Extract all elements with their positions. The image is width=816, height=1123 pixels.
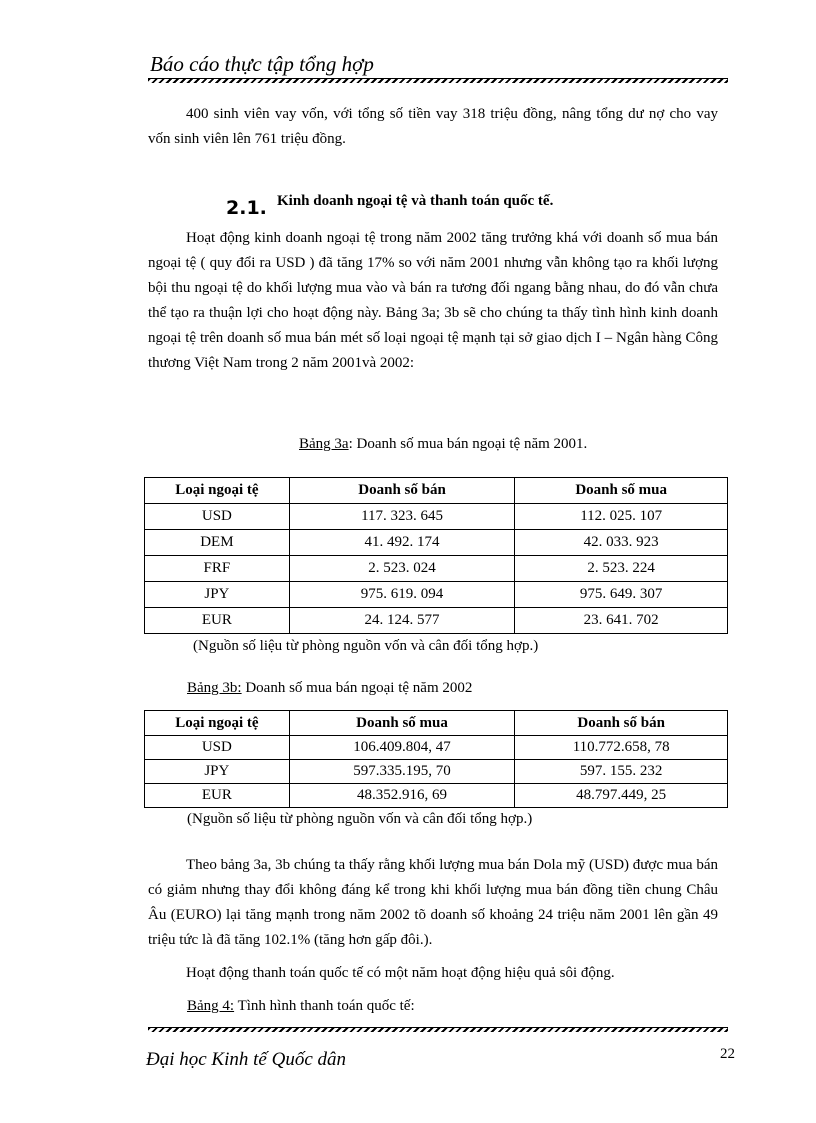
table-row (145, 736, 728, 760)
intro-paragraph (148, 102, 718, 152)
table-cell: 106.409.804, 47 (289, 736, 515, 760)
footer-divider (148, 1027, 728, 1032)
table-header-cell: Loại ngoại tệ (145, 711, 290, 736)
table-row (145, 582, 728, 608)
header-divider (148, 78, 728, 83)
table-cell: 42. 033. 923 (515, 530, 728, 556)
table-cell: JPY (145, 760, 290, 784)
table-cell: 110.772.658, 78 (515, 736, 728, 760)
table-row (145, 784, 728, 808)
section-paragraph (148, 226, 718, 376)
table-cell: 48.352.916, 69 (289, 784, 515, 808)
table-header-cell: Doanh số mua (515, 478, 728, 504)
table-3b-caption-label: Bảng 3b: (187, 680, 242, 696)
page-number: 22 (720, 1046, 735, 1062)
table-cell: 975. 649. 307 (515, 582, 728, 608)
table-header-row (145, 478, 728, 504)
table-row (145, 760, 728, 784)
table-header-row (145, 711, 728, 736)
analysis-paragraph-text: Theo bảng 3a, 3b chúng ta thấy rằng khối lượng mua bán Dola mỹ (USD) được mua bán có giảm nhưng thay đổi không đáng kể trong khi khối lượng mua bán đồng tiền chung Châu Âu (EURO) lại tăng mạnh trong năm 2002 tõ doanh số khoảng 24 triệu năm 2001 lên gần 49 triệu tức là đã tăng 102.1% (tăng hơn gấp đôi.). (148, 857, 719, 948)
footer-title: Đại học Kinh tế Quốc dân (146, 1049, 347, 1070)
table-3a-caption-label: Bảng 3a (299, 436, 349, 452)
table-4-caption-text: Tình hình thanh toán quốc tế: (234, 998, 415, 1014)
table-cell: 41. 492. 174 (289, 530, 515, 556)
table-row (145, 556, 728, 582)
section-title: Kinh doanh ngoại tệ và thanh toán quốc tế. (277, 193, 554, 209)
table-cell: 2. 523. 024 (289, 556, 515, 582)
table-cell: JPY (145, 582, 290, 608)
table-cell: EUR (145, 608, 290, 634)
payment-paragraph-text: Hoạt động thanh toán quốc tế có một năm hoạt động hiệu quả sôi động. (186, 965, 615, 981)
table-cell: EUR (145, 784, 290, 808)
table-header-cell: Doanh số mua (289, 711, 515, 736)
table-header-cell: Doanh số bán (515, 711, 728, 736)
table-cell: USD (145, 504, 290, 530)
table-row (145, 530, 728, 556)
table-cell: 117. 323. 645 (289, 504, 515, 530)
table-cell: 2. 523. 224 (515, 556, 728, 582)
table-cell: 112. 025. 107 (515, 504, 728, 530)
table-3b-caption (187, 680, 472, 697)
table-cell: FRF (145, 556, 290, 582)
table-3a-source: (Nguồn số liệu từ phòng nguồn vốn và cân đối tổng hợp.) (193, 638, 539, 654)
table-cell: 597.335.195, 70 (289, 760, 515, 784)
intro-paragraph-text: 400 sinh viên vay vốn, với tổng số tiền vay 318 triệu đồng, nâng tổng dư nợ cho vay vốn sinh viên lên 761 triệu đồng. (148, 106, 718, 147)
table-cell: 23. 641. 702 (515, 608, 728, 634)
table-cell: DEM (145, 530, 290, 556)
table-3b-caption-text: Doanh số mua bán ngoại tệ năm 2002 (241, 680, 473, 696)
payment-paragraph (148, 961, 718, 986)
table-header-cell: Doanh số bán (289, 478, 515, 504)
table-3b-source: (Nguồn số liệu từ phòng nguồn vốn và cân đối tổng hợp.) (187, 811, 533, 827)
section-number: 2.1. (226, 197, 267, 219)
section-paragraph-text: Hoạt động kinh doanh ngoại tệ trong năm 2002 tăng trưởng khá với doanh số mua bán ngoại tệ ( quy đổi ra USD ) đã tăng 17% so với năm 2001 nhưng vẫn không tạo ra khối lượng bội thu ngoại tệ do khối lượng mua vào và bán ra tương đối ngang bằng nhau, do đó vẫn chưa thể tạo ra thuận lợi cho hoạt động này. Bảng 3a; 3b sẽ cho chúng ta thấy tình hình kinh doanh ngoại tệ trên doanh số mua bán mét số loại ngoại tệ mạnh tại sở giao dịch I – Ngân hàng Công thương Việt Nam trong 2 năm 2001và 2002: (148, 230, 718, 371)
table-3a-caption (299, 436, 587, 453)
table-cell: 975. 619. 094 (289, 582, 515, 608)
page-header-title: Báo cáo thực tập tổng hợp (150, 52, 374, 76)
analysis-paragraph (148, 853, 718, 953)
table-cell: 48.797.449, 25 (515, 784, 728, 808)
table-cell: 597. 155. 232 (515, 760, 728, 784)
table-4-caption (187, 998, 415, 1015)
table-cell: 24. 124. 577 (289, 608, 515, 634)
table-row (145, 608, 728, 634)
table-cell: USD (145, 736, 290, 760)
table-4-caption-label: Bảng 4: (187, 998, 235, 1014)
table-3a-caption-text: : Doanh số mua bán ngoại tệ năm 2001. (348, 436, 588, 452)
table-3a (144, 477, 728, 634)
table-header-cell: Loại ngoại tệ (145, 478, 290, 504)
table-3b (144, 710, 728, 808)
table-row (145, 504, 728, 530)
